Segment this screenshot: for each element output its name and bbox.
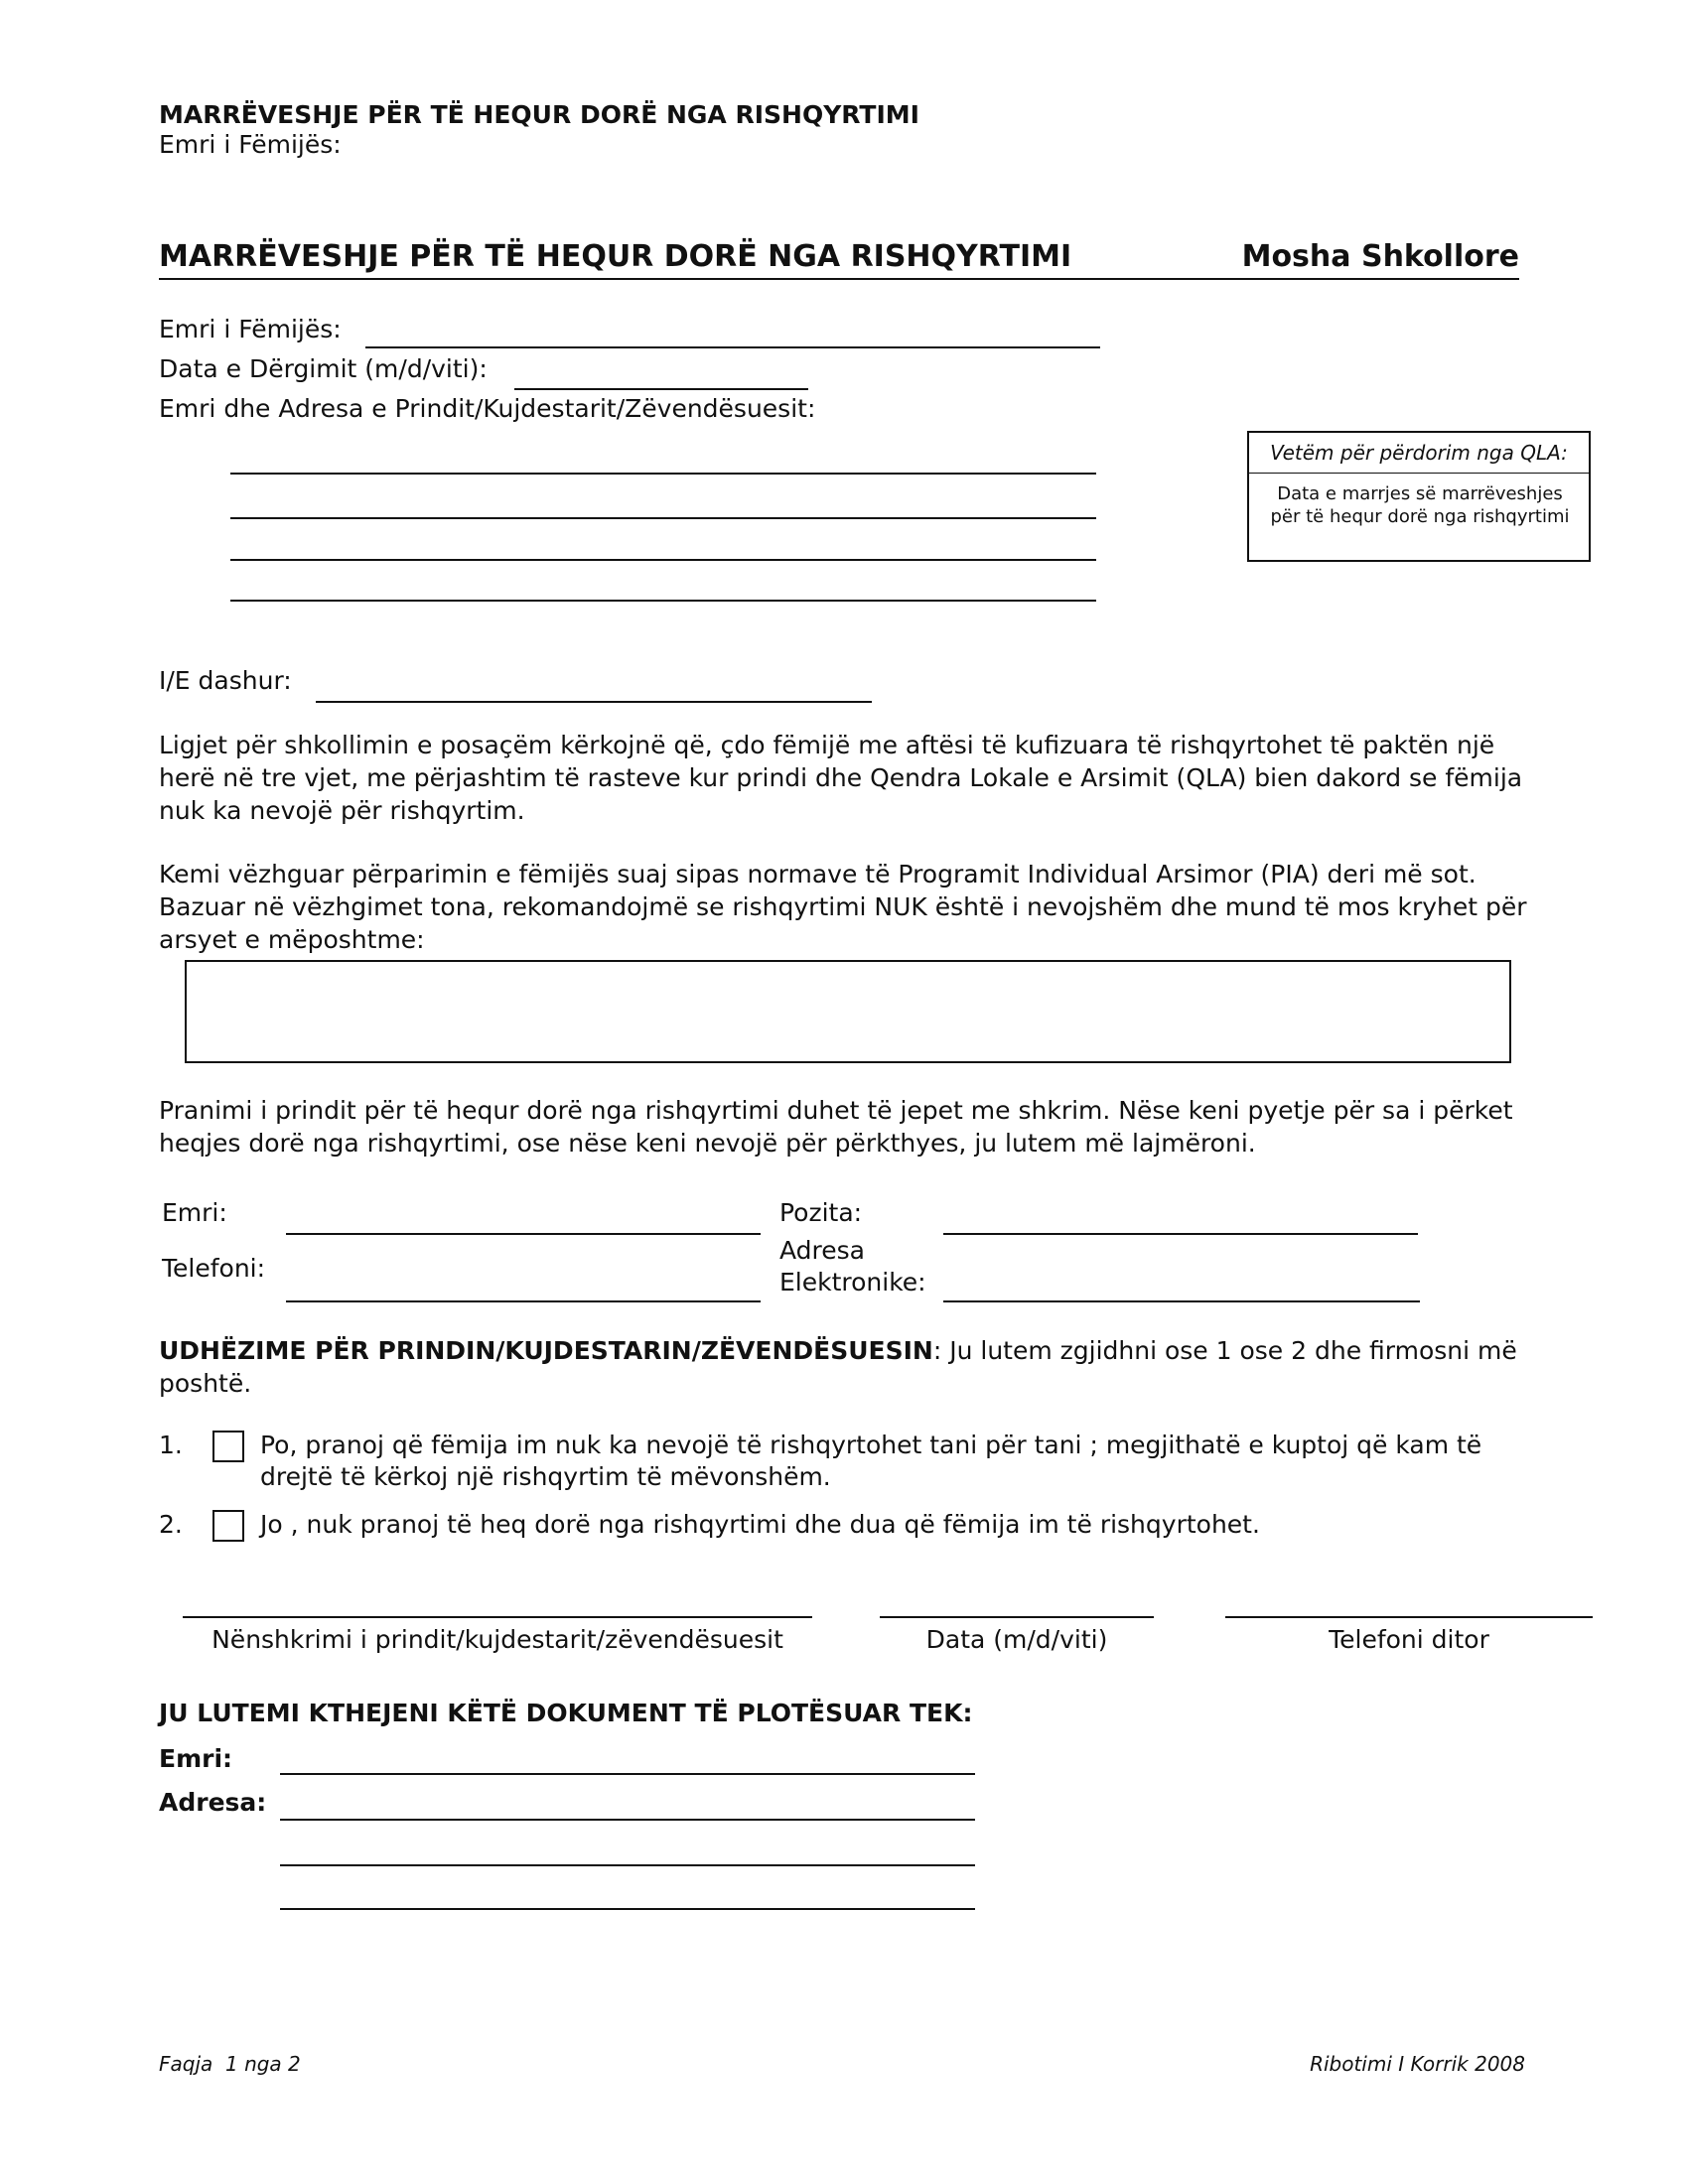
form-title-row [159, 238, 1519, 280]
return-name-field[interactable] [280, 1773, 975, 1775]
parent-address-line-3[interactable] [230, 559, 1096, 561]
contact-phone-label: Telefoni: [162, 1254, 266, 1283]
day-phone-line[interactable] [1225, 1616, 1593, 1618]
signature-date-label: Data (m/d/viti) [925, 1625, 1108, 1654]
child-name-field[interactable] [365, 346, 1100, 348]
parent-address-line-1[interactable] [230, 473, 1096, 475]
day-phone-label: Telefoni ditor [1329, 1625, 1489, 1654]
contact-phone-field[interactable] [286, 1300, 761, 1302]
parent-signature-label: Nënshkrimi i prindit/kujdestarit/zëvendësuesit [211, 1625, 783, 1654]
option-2-text: Jo , nuk pranoj të heq dorë nga rishqyrtimi dhe dua që fëmija im të rishqyrtohet. [260, 1510, 1260, 1539]
date-sent-field[interactable] [514, 388, 808, 390]
reasons-textbox[interactable] [185, 960, 1511, 1063]
return-address-line-3[interactable] [280, 1908, 975, 1910]
contact-email-label-line1: Adresa [779, 1236, 865, 1265]
instructions-heading: UDHËZIME PËR PRINDIN/KUJDESTARIN/ZËVENDËSUESIN [159, 1336, 933, 1365]
child-name-label: Emri i Fëmijës: [159, 315, 342, 343]
qla-box-heading: Vetëm për përdorim nga QLA: [1270, 441, 1568, 465]
return-address-line-1[interactable] [280, 1819, 975, 1821]
dear-field[interactable] [316, 701, 872, 703]
revision-date: Ribotimi I Korrik 2008 [1310, 2052, 1525, 2076]
contact-position-label: Pozita: [779, 1198, 863, 1227]
header-child-name-label: Emri i Fëmijës: [159, 130, 342, 159]
parent-address-line-4[interactable] [230, 600, 1096, 602]
paragraph-observation: Kemi vëzhguar përparimin e fëmijës suaj sipas normave të Programit Individual Arsimor (PIA) deri më sot. Bazuar në vëzhgimet tona, rekomandojmë se rishqyrtimi NUK është i nevojshëm dhe mund të mos kryhet për arsyet e mëposhtme: [159, 860, 1527, 954]
contact-email-field[interactable] [943, 1300, 1420, 1302]
qla-box-text: Data e marrjes së marrëveshjes për të hequr dorë nga rishqyrtimi [1270, 483, 1570, 527]
instructions-text: : Ju lutem zgjidhni ose 1 ose 2 dhe firmosni më poshtë. [159, 1336, 1517, 1398]
header-title: MARRËVESHJE PËR TË HEQUR DORË NGA RISHQYRTIMI [159, 100, 919, 129]
dear-label: I/E dashur: [159, 666, 292, 695]
instructions [159, 1334, 1539, 1400]
option-1-number: 1. [159, 1431, 183, 1459]
qla-box-divider [1249, 473, 1589, 474]
paragraph-law: Ligjet për shkollimin e posaçëm kërkojnë që, çdo fëmijë me aftësi të kufizuara të rishqyrtohet të paktën një herë në tre vjet, me përjashtim të rasteve kur prindi dhe Qendra Lokale e Arsimit (QLA) bien dakord se fëmija nuk ka nevojë për rishqyrtim. [159, 731, 1523, 825]
parent-name-address-label: Emri dhe Adresa e Prindit/Kujdestarit/Zëvendësuesit: [159, 394, 816, 423]
option-1-text: Po, pranoj që fëmija im nuk ka nevojë të rishqyrtohet tani për tani ; megjithatë e kuptoj që kam të drejtë të kërkoj një rishqyrtim të mëvonshëm. [260, 1431, 1482, 1491]
contact-name-label: Emri: [162, 1198, 227, 1227]
form-title: MARRËVESHJE PËR TË HEQUR DORË NGA RISHQYRTIMI [159, 239, 1072, 274]
qla-use-box [1247, 431, 1591, 562]
signature-date-line[interactable] [880, 1616, 1154, 1618]
option-2-checkbox[interactable] [212, 1510, 244, 1542]
return-heading: JU LUTEMI KTHEJENI KËTË DOKUMENT TË PLOTËSUAR TEK: [159, 1699, 973, 1727]
age-group-label: Mosha Shkollore [1241, 239, 1519, 274]
page-number: Faqja 1 nga 2 [159, 2052, 301, 2076]
date-sent-label: Data e Dërgimit (m/d/viti): [159, 354, 488, 383]
paragraph-consent: Pranimi i prindit për të hequr dorë nga rishqyrtimi duhet të jepet me shkrim. Nëse keni pyetje për sa i përket heqjes dorë nga rishqyrtimi, ose nëse keni nevojë për përkthyes, ju lutem më lajmëroni. [159, 1096, 1513, 1158]
parent-address-line-2[interactable] [230, 517, 1096, 519]
contact-name-field[interactable] [286, 1233, 761, 1235]
return-name-label: Emri: [159, 1744, 233, 1773]
option-2-number: 2. [159, 1510, 183, 1539]
contact-position-field[interactable] [943, 1233, 1418, 1235]
parent-signature-line[interactable] [183, 1616, 812, 1618]
return-address-label: Adresa: [159, 1788, 267, 1817]
contact-email-label-line2: Elektronike: [779, 1268, 926, 1297]
option-1-checkbox[interactable] [212, 1431, 244, 1462]
return-address-line-2[interactable] [280, 1864, 975, 1866]
